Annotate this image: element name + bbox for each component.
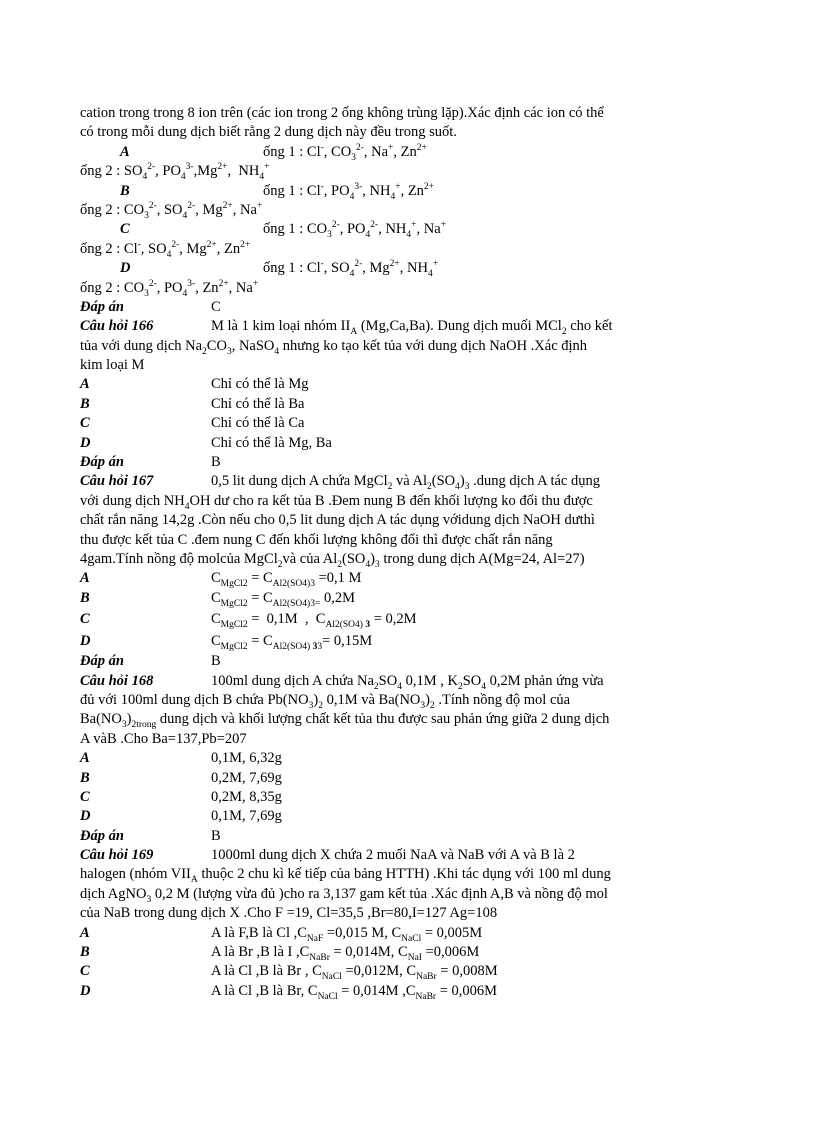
option-text: = 0,008M	[436, 963, 498, 980]
option-text: NaBr	[416, 972, 437, 983]
option-text: A là F,B là Cl ,C	[211, 924, 307, 941]
option-label: D	[80, 633, 91, 650]
option-text: A là Cl ,B là Br , C	[211, 963, 322, 980]
q169-option-d	[80, 982, 665, 1001]
option-text: NaBr	[309, 952, 330, 963]
option-text: Chỉ có thể là Ba	[211, 395, 305, 412]
q169-line-4: của NaB trong dung dịch X .Cho F =19, Cl=35,5 ,Br=80,I=127 Ag=108	[80, 905, 498, 922]
q169-option-c	[80, 962, 665, 981]
option-text: NaCl	[317, 991, 338, 1002]
option-label: A	[80, 376, 90, 393]
question-text: tủa với dung dịch Na	[80, 337, 203, 354]
intro-line-2: có trong mỗi dung dịch biết rằng 2 dung dịch này đều trong suốt.	[80, 124, 457, 141]
option-label: B	[80, 589, 90, 606]
q165-answer	[80, 298, 665, 317]
question-text: , NaSO	[231, 337, 275, 354]
question-text: (Mg,Ca,Ba). Dung dịch muối MCl	[357, 318, 562, 335]
question-label: Câu hỏi 167	[80, 473, 154, 490]
option-text: =0,015 M, C	[323, 924, 402, 941]
q168-option-b	[80, 769, 665, 788]
q169-line-1	[80, 846, 665, 865]
question-text: )	[459, 473, 465, 490]
answer-label: Đáp án	[80, 454, 124, 471]
question-text: trong dung dịch A(Mg=24, Al=27)	[379, 550, 585, 567]
question-text: OH dư cho ra kết tủa B .Đem nung B đến khối lượng ko đổi thu được	[189, 492, 593, 509]
q165-option-c: C ống 1 : $CO_3^{2-}$, $PO_4^{2-}$, $NH_4^+$, Na+	[120, 220, 447, 241]
option-label: B	[120, 182, 130, 199]
answer-label: Đáp án	[80, 298, 124, 315]
question-text: 100ml dung dịch A chứa Na	[211, 672, 374, 689]
question-text: halogen (nhóm VII	[80, 866, 191, 883]
option-text: A là Cl ,B là Br, C	[211, 982, 318, 999]
option-label: C	[80, 611, 90, 628]
q165-option-b-tube2: ống 2 : $CO_3^{2-}$, $SO_4^{2-}$, $Mg^{2+}$, Na+	[80, 201, 263, 221]
question-text: 2trong	[131, 720, 157, 731]
question-text: 1000ml dung dịch X chứa 2 muối NaA và NaB với A và B là 2	[211, 847, 575, 864]
option-text: 0,2M, 7,69g	[211, 769, 282, 786]
q169-option-a	[80, 924, 665, 943]
option-text: NaCl	[401, 933, 422, 944]
option-text: 0,2M	[320, 589, 355, 606]
q165-option-b: B ống 1 : Cl-, $PO_4^{3-}$, $NH_4^+$, $Zn^{2+}$	[120, 181, 435, 202]
q168-line-3: $Ba(NO_3)_{2trong}$ dung dịch và khối lượng chất kết tủa thu được sau phản ứng giữa 2 dung dịch	[80, 711, 610, 731]
tube-prefix: ống 1 :	[263, 182, 307, 199]
question-text: đủ với 100ml dung dịch B chứa Pb(NO	[80, 691, 309, 708]
tube-prefix: ống 1 :	[263, 260, 307, 277]
question-text: 0,1M và Ba(NO	[322, 691, 421, 708]
option-label: D	[80, 434, 91, 451]
answer-label: Đáp án	[80, 827, 124, 844]
question-text: 0,2M phản ứng vừa	[486, 672, 604, 689]
option-label: C	[120, 221, 130, 238]
q165-option-a-tube2: ống 2 : $SO_4^{2-}$, $PO_4^{3-},Mg^{2+}$, $NH_4^+$	[80, 162, 270, 183]
option-label: A	[80, 570, 90, 587]
q166-option-b	[80, 395, 665, 414]
option-label: B	[80, 944, 90, 961]
question-text: )	[313, 691, 319, 708]
q167-line-5: 4gam.Tính nồng độ molcủa MgCl$_2$và của $Al_2(SO_4)_3$ trong dung dịch A(Mg=24, Al=27)	[80, 550, 585, 570]
option-text: =0,006M	[421, 944, 480, 961]
q168-option-a	[80, 749, 665, 768]
option-text: NaCl	[321, 972, 342, 983]
tube-prefix: ống 2 :	[80, 163, 124, 180]
option-label: A	[80, 924, 90, 941]
option-text: A là Br ,B là I ,C	[211, 944, 310, 961]
question-text: )	[425, 691, 430, 708]
question-text: 0,5 lit dung dịch A chứa MgCl	[211, 473, 388, 490]
answer-label: Đáp án	[80, 653, 124, 670]
answer-value: B	[211, 827, 221, 844]
q166-line-1: Câu hỏi 166 M là 1 kim loại nhóm $II_A$ (Mg,Ca,Ba). Dung dịch muối MCl$_2$ cho kết	[80, 318, 613, 338]
option-label: A	[80, 750, 90, 767]
question-text: SO	[378, 672, 398, 689]
intro-line-1: cation trong trong 8 ion trên (các ion trong 2 ống không trùng lặp).Xác định các ion có thể	[80, 105, 604, 121]
q168-answer	[80, 827, 665, 846]
q165-option-a: A ống 1 : Cl-, $CO_3^{2-}$, Na+, $Zn^{2+}$	[120, 142, 427, 163]
question-text: 4gam.Tính nồng độ molcủa MgCl	[80, 550, 278, 567]
q166-line-3: kim loại M	[80, 357, 145, 374]
q168-option-c	[80, 788, 665, 807]
q167-answer	[80, 652, 665, 671]
answer-value: C	[211, 298, 221, 315]
question-text: )	[126, 711, 132, 728]
option-text: Chỉ có thể là Mg, Ba	[211, 434, 332, 451]
question-text: 0,2 M (lượng vừa đủ )cho ra 3,137 gam kết tủa .Xác định A,B và nồng độ mol	[151, 885, 608, 902]
question-label: Câu hỏi 169	[80, 847, 154, 864]
q168-option-d	[80, 807, 665, 826]
option-text: = 0,014M, C	[329, 944, 408, 961]
question-text: (SO	[342, 550, 366, 567]
option-text: 0,1M, 7,69g	[211, 808, 282, 825]
answer-value: B	[211, 653, 221, 670]
question-text: (SO	[431, 473, 456, 490]
tube-prefix: ống 2 :	[80, 240, 124, 257]
question-text: Ba(NO	[80, 711, 122, 728]
q166-line-2: tủa với dung dịch $Na_2CO_3$, NaSO$_4$ nhưng ko tạo kết tủa với dung dịch NaOH .Xác định	[80, 337, 588, 357]
option-text: 0,2M, 8,35g	[211, 788, 282, 805]
option-label: D	[120, 260, 131, 277]
q166-option-c	[80, 414, 665, 433]
question-text: và Al	[392, 473, 428, 490]
q165-option-d-tube2: ống 2 : $CO_3^{2-}$, $PO_4^{3-}$, $Zn^{2+}$, Na+	[80, 278, 259, 299]
option-text: = 0,006M	[436, 982, 498, 999]
option-label: C	[80, 415, 90, 432]
question-text: SO	[462, 672, 482, 689]
q166-option-d	[80, 434, 665, 453]
q165-option-d: D ống 1 : Cl-, $SO_4^{2-}$, $Mg^{2+}$, $NH_4^+$	[120, 259, 439, 280]
option-text: NaI	[407, 952, 422, 963]
q169-option-b	[80, 943, 665, 962]
question-text: nhưng ko tạo kết tủa với dung dịch NaOH .Xác định	[279, 337, 588, 354]
question-text: và của Al	[282, 550, 338, 567]
question-text: .Tính nồng độ mol của	[434, 691, 571, 708]
document-page	[80, 104, 665, 1001]
question-text: với dung dịch NH	[80, 492, 185, 509]
option-text: 0,1M, 6,32g	[211, 750, 282, 767]
question-label: Câu hỏi 168	[80, 672, 154, 689]
option-text: Chỉ có thể là Mg	[211, 376, 309, 393]
option-text: = 0,014M ,C	[337, 982, 416, 999]
tube-prefix: ống 1 :	[263, 221, 307, 238]
q167-option-a: A $C_{MgCl2} = C_{Al2(SO4)3} =0,1$ M	[80, 570, 362, 590]
option-text: = 0,005M	[421, 924, 483, 941]
answer-value: B	[211, 454, 221, 471]
question-text: CO	[206, 337, 227, 354]
question-text: 0,1M , K	[401, 672, 458, 689]
q167-line-1: Câu hỏi 167 0,5 lit dung dịch A chứa MgCl$_2$ và $Al_2(SO_4)_3$ .dung dịch A tác dụng	[80, 473, 600, 493]
question-text: )	[370, 550, 375, 567]
option-text: =0,1 M	[314, 570, 362, 587]
tube-prefix: ống 2 :	[80, 201, 124, 218]
question-text: dịch AgNO	[80, 885, 147, 902]
option-label: C	[80, 963, 90, 980]
question-text: cho kết	[566, 318, 613, 335]
q167-option-d: D $C_{MgCl2} = C_{Al2(SO4) 33}= 0,15M$	[80, 630, 665, 652]
q168-line-1: Câu hỏi 168 100ml dung dịch A chứa $Na_2SO_4$ 0,1M , $K_2SO_4$ 0,2M phản ứng vừa	[80, 672, 604, 692]
q167-option-b: B $C_{MgCl2} = C_{Al2(SO4)3=}$ 0,2M	[80, 589, 355, 609]
question-text: thuộc 2 chu kì kế tiếp của bảng HTTH) .Khi tác dụng với 100 ml dung	[197, 866, 611, 883]
q167-line-4: thu được kết tủa C .đem nung C đến khối lượng không đổi thì được chất rắn năng	[80, 531, 553, 548]
q169-line-2: halogen (nhóm $VII_A$ thuộc 2 chu kì kế tiếp của bảng HTTH) .Khi tác dụng với 100 ml dung	[80, 866, 611, 886]
option-label: B	[80, 769, 90, 786]
tube-prefix: ống 2 :	[80, 279, 124, 296]
q165-option-c-tube2: ống 2 : Cl-, $SO_4^{2-}$, $Mg^{2+}$, $Zn^{2+}$	[80, 239, 251, 260]
option-text: =0,012M, C	[341, 963, 417, 980]
q169-line-3: dịch AgNO$_3$ 0,2 M (lượng vừa đủ )cho ra 3,137 gam kết tủa .Xác định A,B và nồng độ mol	[80, 885, 608, 905]
option-label: A	[120, 143, 130, 160]
option-label: D	[80, 982, 91, 999]
option-label: C	[80, 788, 90, 805]
question-text: .dung dịch A tác dụng	[469, 473, 600, 490]
option-text: = 0,2M	[370, 611, 417, 628]
q168-line-4: A vàB .Cho Ba=137,Pb=207	[80, 730, 247, 747]
option-text: NaF	[306, 933, 324, 944]
question-text: dung dịch và khối lượng chất kết tủa thu được sau phản ứng giữa 2 dung dịch	[156, 711, 610, 728]
q168-line-2: đủ với 100ml dung dịch B chứa $Pb(NO_3)_2$ 0,1M và $Ba(NO_3)_2$ .Tính nồng độ mol của	[80, 691, 571, 711]
option-label: D	[80, 808, 91, 825]
option-text: NaBr	[415, 991, 437, 1002]
question-text: M là 1 kim loại nhóm II	[211, 318, 351, 335]
tube-prefix: ống 1 :	[263, 143, 307, 160]
q166-option-a	[80, 375, 665, 394]
question-label: Câu hỏi 166	[80, 318, 154, 335]
option-label: B	[80, 395, 90, 412]
option-text: = 0,15M	[322, 633, 373, 650]
q166-answer	[80, 453, 665, 472]
q167-option-c: C $C_{MgCl2} = 0,1M$ , $C_{Al2(SO4) 3} = 0,2M$	[80, 608, 665, 630]
q167-line-3: chất rắn năng 14,2g .Còn nếu cho 0,5 lit dung dịch A tác dụng vớidung dịch NaOH dưthì	[80, 512, 595, 529]
option-text: Chỉ có thể là Ca	[211, 415, 305, 432]
q167-line-2: với dung dịch $NH_4OH$ dư cho ra kết tủa B .Đem nung B đến khối lượng ko đổi thu được	[80, 492, 593, 512]
